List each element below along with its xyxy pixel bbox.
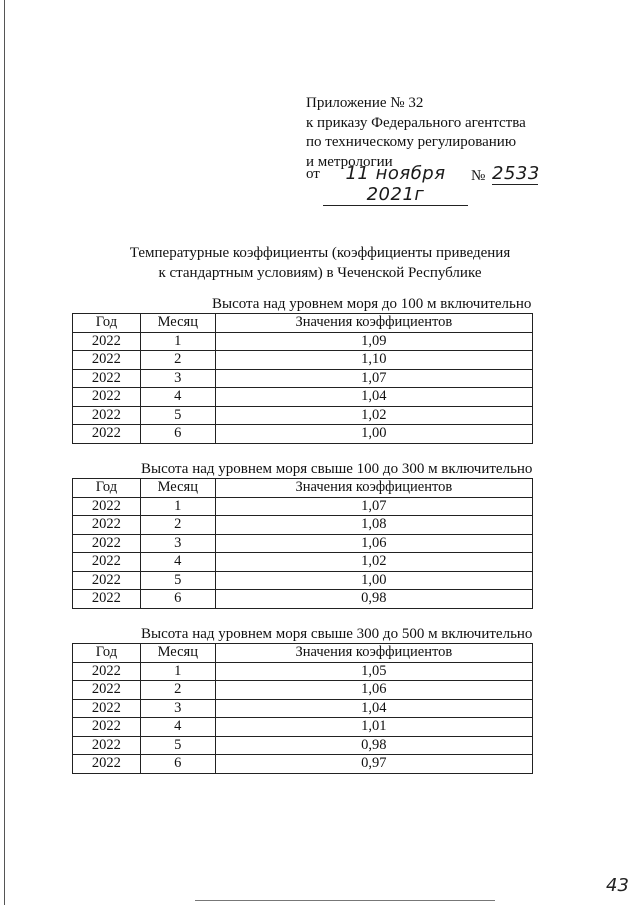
table-row [73, 388, 533, 407]
cell-month: 5 [140, 736, 215, 755]
column-header-month: Месяц [140, 314, 215, 333]
table-row [73, 755, 533, 774]
table-row [73, 332, 533, 351]
column-header-year: Год [73, 644, 141, 663]
cell-year: 2022 [73, 590, 141, 609]
cell-year: 2022 [73, 736, 141, 755]
cell-year: 2022 [73, 332, 141, 351]
cell-value: 1,00 [215, 571, 532, 590]
cell-value: 1,00 [215, 425, 532, 444]
title-line-1: Температурные коэффициенты (коэффициенты приведения [129, 245, 511, 261]
table-row [73, 553, 533, 572]
table-row [73, 571, 533, 590]
section-3-caption: Высота над уровнем моря свыше 300 до 500 м включительно [141, 626, 533, 642]
table-row [73, 699, 533, 718]
cell-year: 2022 [73, 571, 141, 590]
coefficients-table-3 [72, 643, 533, 774]
cell-month: 3 [140, 534, 215, 553]
cell-year: 2022 [73, 516, 141, 535]
cell-year: 2022 [73, 497, 141, 516]
appendix-header [306, 94, 526, 172]
section-2-caption: Высота над уровнем моря свыше 100 до 300 м включительно [141, 461, 533, 477]
column-header-value: Значения коэффициентов [215, 479, 532, 498]
table-row [73, 662, 533, 681]
column-header-month: Месяц [140, 479, 215, 498]
column-header-year: Год [73, 314, 141, 333]
cell-month: 1 [140, 662, 215, 681]
cell-year: 2022 [73, 662, 141, 681]
header-line-agency: по техническому регулированию [306, 134, 517, 150]
cell-value: 1,07 [215, 369, 532, 388]
cell-month: 2 [140, 351, 215, 370]
scan-bottom-edge [195, 900, 495, 901]
coefficients-table-1 [72, 313, 533, 444]
cell-year: 2022 [73, 351, 141, 370]
cell-month: 6 [140, 755, 215, 774]
title-line-2: к стандартным условиям) в Чеченской Республике [158, 264, 482, 281]
cell-month: 6 [140, 425, 215, 444]
cell-month: 6 [140, 590, 215, 609]
cell-value: 1,04 [215, 388, 532, 407]
table-row [73, 681, 533, 700]
table-row [73, 590, 533, 609]
cell-year: 2022 [73, 699, 141, 718]
table-row [73, 351, 533, 370]
cell-value: 1,01 [215, 718, 532, 737]
cell-value: 1,02 [215, 406, 532, 425]
table-row [73, 425, 533, 444]
cell-month: 2 [140, 681, 215, 700]
cell-month: 1 [140, 497, 215, 516]
cell-year: 2022 [73, 755, 141, 774]
column-header-value: Значения коэффициентов [215, 314, 532, 333]
cell-value: 1,02 [215, 553, 532, 572]
cell-month: 2 [140, 516, 215, 535]
cell-year: 2022 [73, 388, 141, 407]
page-number-handwritten: 43 [606, 875, 629, 896]
cell-month: 3 [140, 699, 215, 718]
cell-value: 1,05 [215, 662, 532, 681]
cell-year: 2022 [73, 425, 141, 444]
cell-value: 0,97 [215, 755, 532, 774]
table-row [73, 406, 533, 425]
cell-year: 2022 [73, 369, 141, 388]
cell-month: 4 [140, 388, 215, 407]
cell-year: 2022 [73, 553, 141, 572]
cell-value: 1,06 [215, 681, 532, 700]
table-row [73, 718, 533, 737]
order-number-label: № [471, 168, 486, 184]
table-row [73, 736, 533, 755]
column-header-month: Месяц [140, 644, 215, 663]
table-header-row [73, 479, 533, 498]
cell-year: 2022 [73, 534, 141, 553]
table-row [73, 534, 533, 553]
header-line-appendix: Приложение № 32 [306, 95, 424, 111]
header-line-metrology: и метрологии [306, 153, 393, 170]
cell-year: 2022 [73, 718, 141, 737]
order-date-handwritten: 11 ноября 2021г [323, 163, 468, 206]
cell-month: 5 [140, 406, 215, 425]
cell-value: 1,06 [215, 534, 532, 553]
column-header-value: Значения коэффициентов [215, 644, 532, 663]
section-1-caption: Высота над уровнем моря до 100 м включительно [212, 296, 532, 312]
cell-value: 0,98 [215, 590, 532, 609]
order-from-label: от [306, 166, 320, 182]
cell-value: 1,09 [215, 332, 532, 351]
cell-value: 1,04 [215, 699, 532, 718]
cell-month: 5 [140, 571, 215, 590]
cell-value: 1,07 [215, 497, 532, 516]
cell-value: 0,98 [215, 736, 532, 755]
cell-month: 4 [140, 718, 215, 737]
table-row [73, 369, 533, 388]
cell-month: 4 [140, 553, 215, 572]
document-title [100, 244, 540, 283]
cell-month: 3 [140, 369, 215, 388]
cell-month: 1 [140, 332, 215, 351]
header-line-order: к приказу Федерального агентства [306, 114, 526, 131]
table-header-row [73, 644, 533, 663]
coefficients-table-2 [72, 478, 533, 609]
table-row [73, 516, 533, 535]
table-row [73, 497, 533, 516]
table-header-row [73, 314, 533, 333]
order-number-handwritten: 2533 [492, 163, 540, 184]
cell-value: 1,10 [215, 351, 532, 370]
cell-year: 2022 [73, 406, 141, 425]
cell-year: 2022 [73, 681, 141, 700]
cell-value: 1,08 [215, 516, 532, 535]
scan-left-edge [4, 0, 5, 905]
column-header-year: Год [73, 479, 141, 498]
